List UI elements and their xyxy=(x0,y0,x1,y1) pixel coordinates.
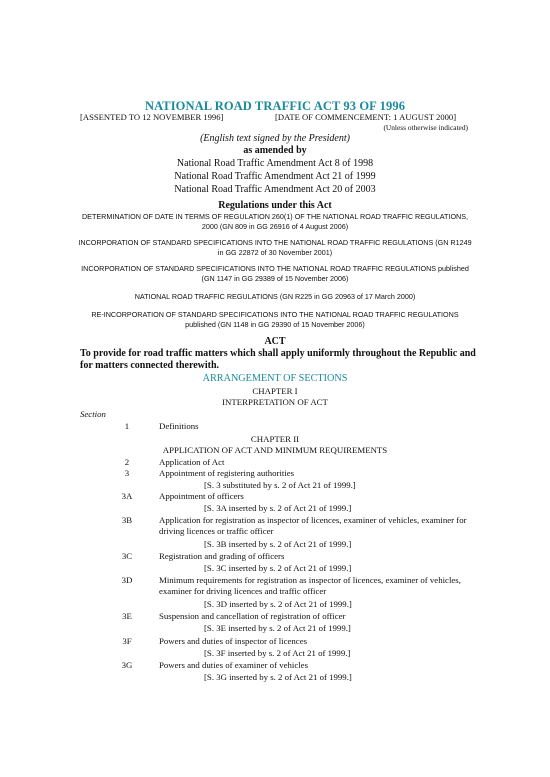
chapter-label: CHAPTER II xyxy=(250,434,300,444)
section-number: 3C xyxy=(121,551,133,561)
section-note: [S. 3B inserted by s. 2 of Act 21 of 1999.] xyxy=(204,539,352,549)
chapter-title: INTERPRETATION OF ACT xyxy=(222,397,328,407)
regulation-item: INCORPORATION OF STANDARD SPECIFICATIONS INTO THE NATIONAL ROAD TRAFFIC REGULATIONS published (GN 1147 in GG 29389 of 15 November 2006) xyxy=(81,264,469,283)
section-note: [S. 3D inserted by s. 2 of Act 21 of 1999.] xyxy=(204,599,352,609)
amendment-item: National Road Traffic Amendment Act 8 of 1998 xyxy=(176,158,374,169)
section-title: Powers and duties of inspector of licences xyxy=(159,636,308,646)
english-text-note: (English text signed by the President) xyxy=(200,133,350,144)
act-title: NATIONAL ROAD TRAFFIC ACT 93 OF 1996 xyxy=(144,99,406,113)
regulation-item: RE-INCORPORATION OF STANDARD SPECIFICATIONS INTO THE NATIONAL ROAD TRAFFIC REGULATIONS published (GN 1148 in GG 29390 of 15 November 2006) xyxy=(91,310,459,329)
section-title: Definitions xyxy=(159,421,199,431)
chapter-label: CHAPTER I xyxy=(252,386,298,396)
as-amended-heading: as amended by xyxy=(243,145,307,156)
section-number: 3B xyxy=(121,515,133,525)
section-title: Appointment of officers xyxy=(159,491,244,501)
section-number: 3G xyxy=(121,660,133,670)
section-number: 3F xyxy=(122,636,132,646)
section-note: [S. 3 substituted by s. 2 of Act 21 of 1999.] xyxy=(204,480,356,490)
section-title: Minimum requirements for registration as inspector of licences, examiner of vehicles, examiner for driving licences and traffic officer xyxy=(159,575,461,596)
regulations-heading: Regulations under this Act xyxy=(218,200,332,211)
section-title: Powers and duties of examiner of vehicles xyxy=(159,660,309,670)
regulation-item: NATIONAL ROAD TRAFFIC REGULATIONS (GN R225 in GG 20963 of 17 March 2000) xyxy=(134,292,416,301)
amendment-item: National Road Traffic Amendment Act 20 of 2003 xyxy=(174,184,376,195)
section-note: [S. 3A inserted by s. 2 of Act 21 of 1999.] xyxy=(204,503,352,513)
arrangement-heading: ARRANGEMENT OF SECTIONS xyxy=(202,373,348,384)
regulation-item: INCORPORATION OF STANDARD SPECIFICATIONS INTO THE NATIONAL ROAD TRAFFIC REGULATIONS (GN R1249 in GG 22872 of 30 November 2001) xyxy=(78,238,472,257)
section-note: [S. 3C inserted by s. 2 of Act 21 of 1999.] xyxy=(204,563,352,573)
section-number: 2 xyxy=(124,457,130,467)
section-number: 3A xyxy=(121,491,133,501)
section-title: Application of Act xyxy=(159,457,225,467)
section-number: 1 xyxy=(124,421,130,431)
section-note: [S. 3E inserted by s. 2 of Act 21 of 1999.] xyxy=(204,623,351,633)
regulation-item: DETERMINATION OF DATE IN TERMS OF REGULATION 260(1) OF THE NATIONAL ROAD TRAFFIC REGULATIONS, 2000 (GN 809 in GG 26916 of 4 August 2006) xyxy=(81,212,469,231)
section-title: Suspension and cancellation of registration of officer xyxy=(159,611,346,621)
commencement-date: [DATE OF COMMENCEMENT: 1 AUGUST 2000] xyxy=(275,112,457,122)
section-note: [S. 3G inserted by s. 2 of Act 21 of 1999.] xyxy=(204,672,352,682)
section-number: 3D xyxy=(121,575,133,585)
chapter-title: APPLICATION OF ACT AND MINIMUM REQUIREMENTS xyxy=(162,445,388,455)
section-title: Registration and grading of officers xyxy=(159,551,285,561)
section-title: Appointment of registering authorities xyxy=(159,468,295,478)
section-column-label: Section xyxy=(80,409,106,419)
section-number: 3E xyxy=(122,611,132,621)
section-title: Application for registration as inspector of licences, examiner of vehicles, examiner for driving licences or traffic officer xyxy=(159,515,467,536)
unless-note: (Unless otherwise indicated) xyxy=(383,123,468,132)
section-note: [S. 3F inserted by s. 2 of Act 21 of 1999.] xyxy=(204,648,351,658)
amendment-item: National Road Traffic Amendment Act 21 of 1999 xyxy=(174,171,376,182)
section-number: 3 xyxy=(124,468,130,478)
long-title: To provide for road traffic matters which shall apply uniformly throughout the Republic and for matters connected therewith. xyxy=(80,348,476,371)
act-heading: ACT xyxy=(264,336,286,347)
assent-date: [ASSENTED TO 12 NOVEMBER 1996] xyxy=(80,112,224,122)
